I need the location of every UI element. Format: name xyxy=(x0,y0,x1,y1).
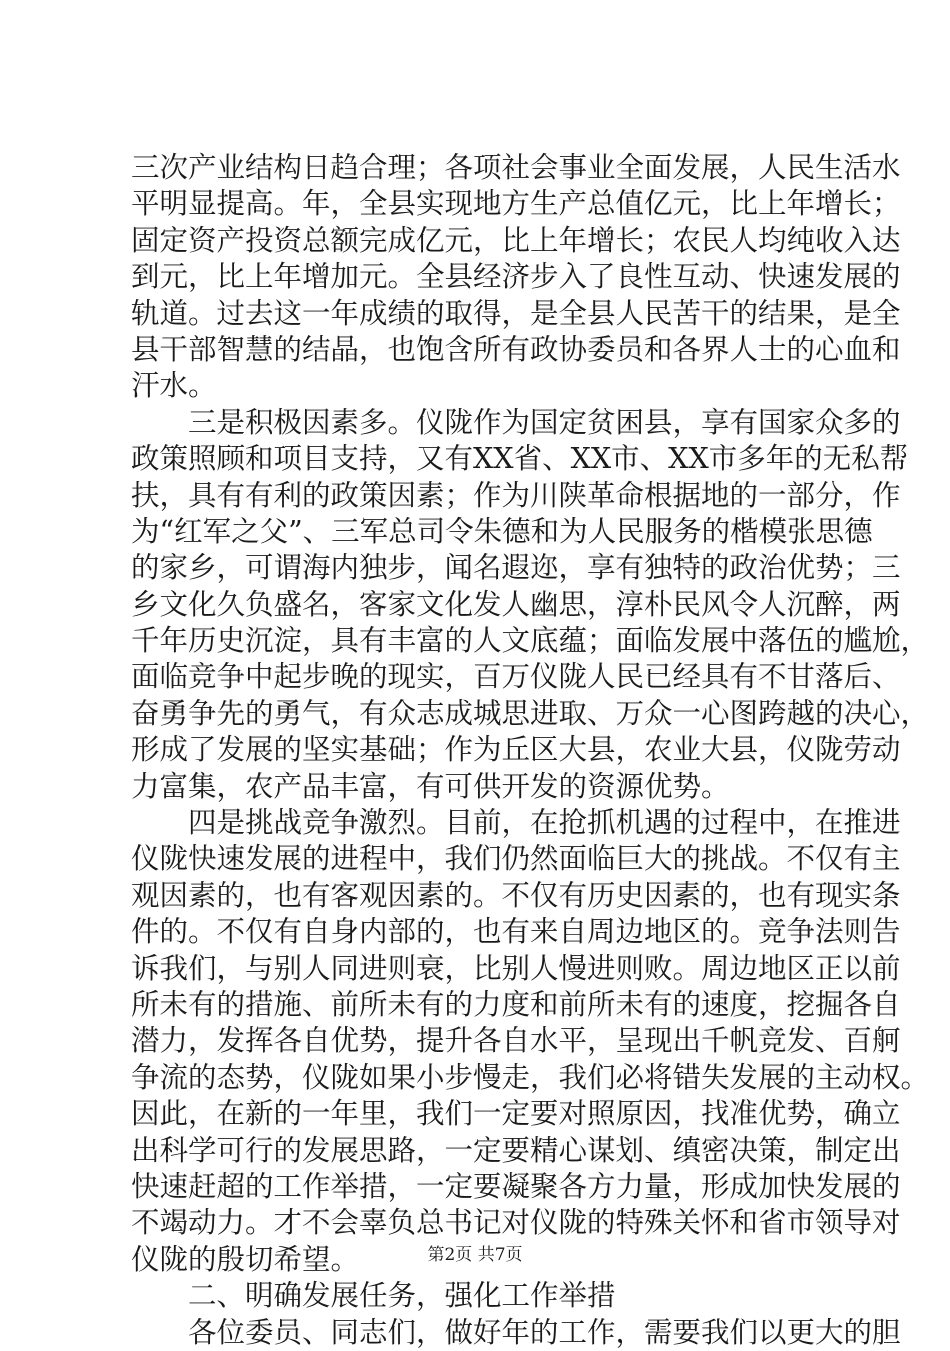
text-line: 乡文化久负盛名，客家文化发人幽思，淳朴民风令人沉醉，两 xyxy=(131,587,901,621)
body-text xyxy=(131,150,930,1351)
paragraph-start-line: 四是挑战竞争激烈。目前，在抢抓机遇的过程中，在推进 xyxy=(188,806,901,840)
text-line: 不竭动力。才不会辜负总书记对仪陇的特殊关怀和省市领导对 xyxy=(131,1206,901,1240)
text-line: 所未有的措施、前所未有的力度和前所未有的速度，挖掘各自 xyxy=(131,987,901,1021)
text-line: 扶，具有有利的政策因素；作为川陕革命根据地的一部分，作 xyxy=(131,478,901,512)
text-line: 为“红军之父”、三军总司令朱德和为人民服务的楷模张思德 xyxy=(131,514,873,548)
page-number-footer: 第2页 共7页 xyxy=(427,1245,523,1265)
text-line: 力富集，农产品丰富，有可供开发的资源优势。 xyxy=(131,769,730,803)
paragraph-start-line: 三是积极因素多。仪陇作为国定贫困县，享有国家众多的 xyxy=(188,405,901,439)
text-line: 诉我们，与别人同进则衰，比别人慢进则败。周边地区正以前 xyxy=(131,951,901,985)
text-line: 三次产业结构日趋合理；各项社会事业全面发展，人民生活水 xyxy=(131,151,901,184)
text-line: 快速赶超的工作举措，一定要凝聚各方力量，形成加快发展的 xyxy=(131,1169,901,1203)
text-line: 潜力，发挥各自优势，提升各自水平，呈现出千帆竞发、百舸 xyxy=(131,1024,901,1058)
text-line: 千年历史沉淀，具有丰富的人文底蕴；面临发展中落伍的尴尬， xyxy=(131,624,930,658)
text-line: 轨道。过去这一年成绩的取得，是全县人民苦干的结果，是全 xyxy=(131,296,901,330)
text-line: 的家乡，可谓海内独步，闻名遐迩，享有独特的政治优势；三 xyxy=(131,551,901,585)
paragraph-start-line: 各位委员、同志们，做好年的工作，需要我们以更大的胆 xyxy=(188,1315,901,1349)
text-line: 奋勇争先的勇气，有众志成城思进取、万众一心图跨越的决心， xyxy=(131,696,930,730)
text-line: 面临竞争中起步晚的现实，百万仪陇人民已经具有不甘落后、 xyxy=(131,660,901,694)
text-line: 固定资产投资总额完成亿元，比上年增长；农民人均纯收入达 xyxy=(131,223,901,257)
text-line: 县干部智慧的结晶，也饱含所有政协委员和各界人士的心血和 xyxy=(131,332,901,366)
section-heading: 二、明确发展任务，强化工作举措 xyxy=(188,1279,616,1313)
text-line: 因此，在新的一年里，我们一定要对照原因，找准优势，确立 xyxy=(131,1097,901,1131)
text-line: 仪陇的殷切希望。 xyxy=(131,1242,360,1276)
text-line: 汗水。 xyxy=(131,369,217,403)
text-line: 观因素的，也有客观因素的。不仅有历史因素的，也有现实条 xyxy=(131,878,901,912)
text-line: 到元，比上年增加元。全县经济步入了良性互动、快速发展的 xyxy=(131,260,901,294)
text-line: 仪陇快速发展的进程中，我们仍然面临巨大的挑战。不仅有主 xyxy=(131,842,901,876)
text-line: 政策照顾和项目支持，又有XX省、XX市、XX市多年的无私帮 xyxy=(131,442,909,476)
text-line: 出科学可行的发展思路，一定要精心谋划、缜密决策，制定出 xyxy=(131,1133,901,1167)
text-line: 形成了发展的坚实基础；作为丘区大县，农业大县，仪陇劳动 xyxy=(131,733,901,767)
text-line: 件的。不仅有自身内部的，也有来自周边地区的。竞争法则告 xyxy=(131,915,901,949)
text-line: 平明显提高。年，全县实现地方生产总值亿元，比上年增长； xyxy=(131,187,901,221)
text-line: 争流的态势，仪陇如果小步慢走，我们必将错失发展的主动权。 xyxy=(131,1060,930,1094)
